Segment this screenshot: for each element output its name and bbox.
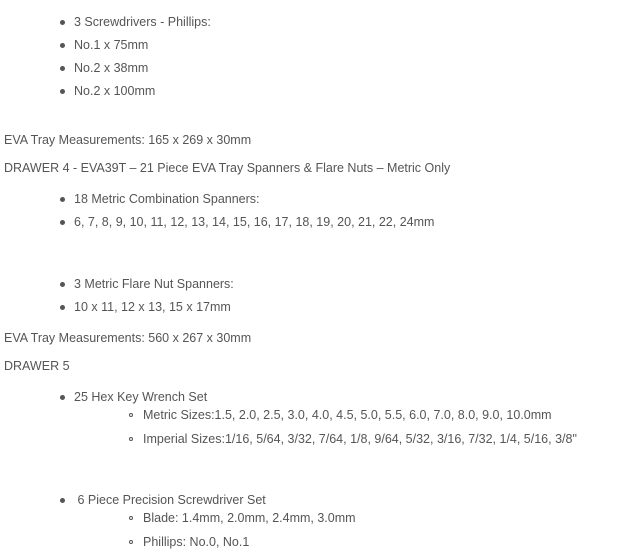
list-item: 6, 7, 8, 9, 10, 11, 12, 13, 14, 15, 16, 17, 18, 19, 20, 21, 22, 24mm bbox=[74, 215, 435, 229]
sub-list-item: Blade: 1.4mm, 2.0mm, 2.4mm, 3.0mm bbox=[143, 511, 356, 525]
circle-bullet-icon bbox=[129, 437, 133, 441]
bullet-icon bbox=[60, 498, 65, 503]
tray-measurements: EVA Tray Measurements: 560 x 267 x 30mm bbox=[4, 331, 252, 345]
bullet-icon bbox=[60, 43, 65, 48]
sub-list-item: Imperial Sizes:1/16, 5/64, 3/32, 7/64, 1/8, 9/64, 5/32, 3/16, 7/32, 1/4, 5/16, 3/8" bbox=[143, 432, 577, 446]
list-item: No.2 x 100mm bbox=[74, 84, 156, 98]
bullet-icon bbox=[60, 89, 65, 94]
list-item: 3 Screwdrivers - Phillips: bbox=[74, 15, 211, 29]
bullet-icon bbox=[60, 282, 65, 287]
list-item: 3 Metric Flare Nut Spanners: bbox=[74, 277, 234, 291]
list-item: 18 Metric Combination Spanners: bbox=[74, 192, 260, 206]
bullet-icon bbox=[60, 66, 65, 71]
bullet-icon bbox=[60, 197, 65, 202]
tray-measurements: EVA Tray Measurements: 165 x 269 x 30mm bbox=[4, 133, 252, 147]
bullet-icon bbox=[60, 20, 65, 25]
circle-bullet-icon bbox=[129, 413, 133, 417]
list-item: No.1 x 75mm bbox=[74, 38, 149, 52]
list-item: 6 Piece Precision Screwdriver Set bbox=[74, 493, 266, 507]
list-item: 10 x 11, 12 x 13, 15 x 17mm bbox=[74, 300, 231, 314]
bullet-icon bbox=[60, 220, 65, 225]
list-item: No.2 x 38mm bbox=[74, 61, 149, 75]
bullet-icon bbox=[60, 305, 65, 310]
sub-list-item: Metric Sizes:1.5, 2.0, 2.5, 3.0, 4.0, 4.5, 5.0, 5.5, 6.0, 7.0, 8.0, 9.0, 10.0mm bbox=[143, 408, 552, 422]
circle-bullet-icon bbox=[129, 540, 133, 544]
list-item: 25 Hex Key Wrench Set bbox=[74, 390, 208, 404]
drawer-title: DRAWER 5 bbox=[4, 359, 70, 373]
drawer-title: DRAWER 4 - EVA39T – 21 Piece EVA Tray Spanners & Flare Nuts – Metric Only bbox=[4, 161, 451, 175]
sub-list-item: Phillips: No.0, No.1 bbox=[143, 535, 250, 549]
circle-bullet-icon bbox=[129, 516, 133, 520]
bullet-icon bbox=[60, 395, 65, 400]
